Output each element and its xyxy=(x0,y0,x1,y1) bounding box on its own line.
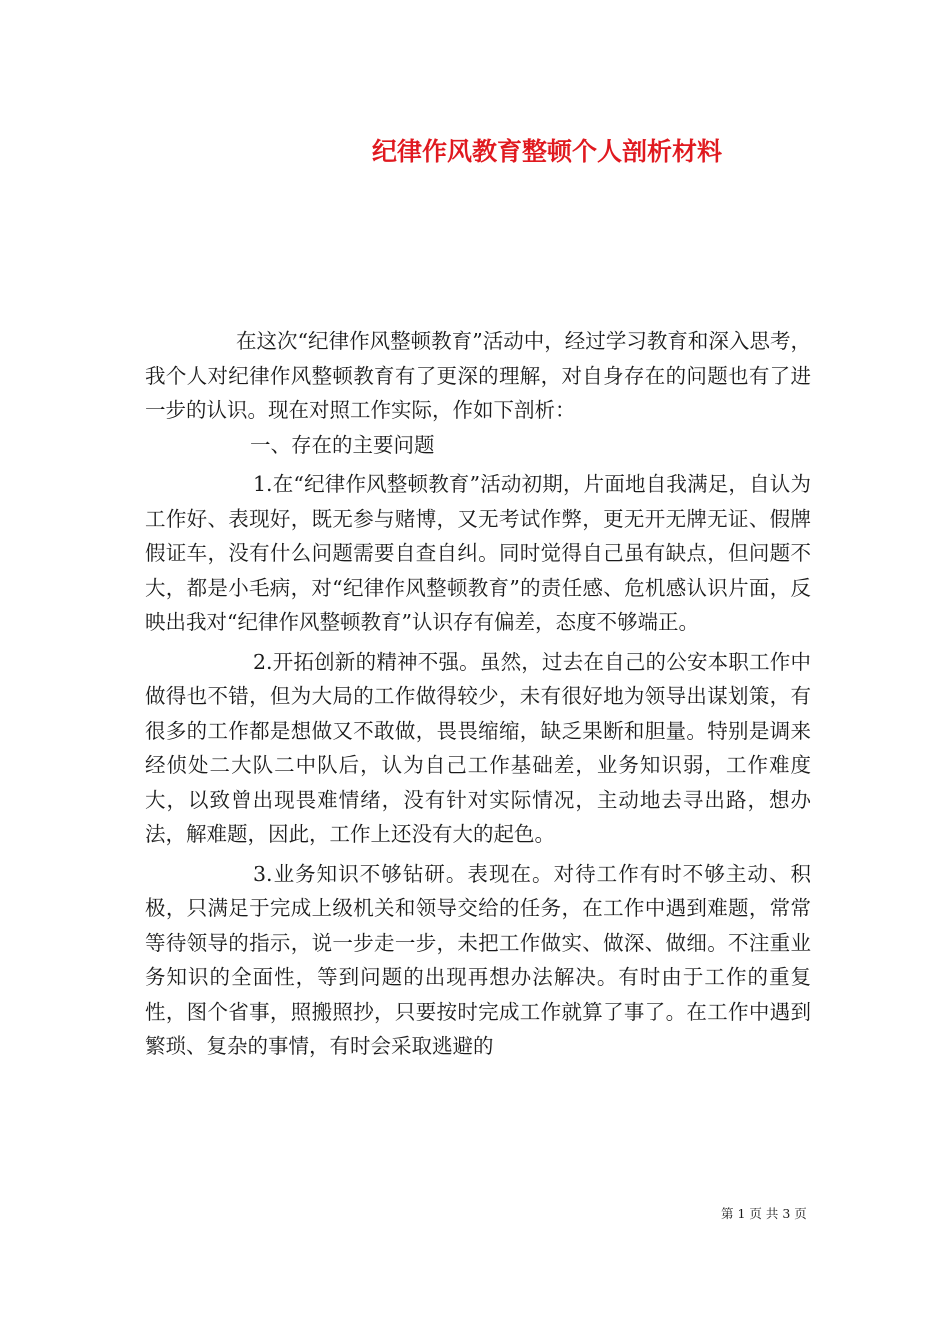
document-body xyxy=(145,324,811,1064)
paragraph-item-3: 3.业务知识不够钻研。表现在。对待工作有时不够主动、积极，只满足于完成上级机关和领导交给的任务，在工作中遇到难题，常常等待领导的指示，说一步走一步，未把工作做实、做深、做细。不注重业务知识的全面性，等到问题的出现再想办法解决。有时由于工作的重复性，图个省事，照搬照抄，只要按时完成工作就算了事了。在工作中遇到繁琐、复杂的事情，有时会采取逃避的 xyxy=(145,861,811,1058)
paragraph-item-2: 2.开拓创新的精神不强。虽然，过去在自己的公安本职工作中做得也不错，但为大局的工作做得较少，未有很好地为领导出谋划策，有很多的工作都是想做又不敢做，畏畏缩缩，缺乏果断和胆量。特别是调来经侦处二大队二中队后，认为自己工作基础差，业务知识弱，工作难度大，以致曾出现畏难情绪，没有针对实际情况，主动地去寻出路，想办法，解难题，因此，工作上还没有大的起色。 xyxy=(145,649,811,846)
section-heading-main-problems: 一、存在的主要问题 xyxy=(250,432,435,457)
paragraph-intro: 在这次“纪律作风整顿教育”活动中，经过学习教育和深入思考，我个人对纪律作风整顿教育有了更深的理解，对自身存在的问题也有了进一步的认识。现在对照工作实际，作如下剖析： xyxy=(145,329,811,422)
paragraph-item-1: 1.在“纪律作风整顿教育”活动初期，片面地自我满足，自认为工作好、表现好，既无参与赌博，又无考试作弊，更无开无牌无证、假牌假证车，没有什么问题需要自查自纠。同时觉得自己虽有缺点，但问题不大，都是小毛病，对“纪律作风整顿教育”的责任感、危机感认识片面，反映出我对“纪律作风整顿教育”认识存有偏差，态度不够端正。 xyxy=(145,472,811,634)
page-number-footer: 第 1 页 共 3 页 xyxy=(721,1206,807,1221)
document-title: 纪律作风教育整顿个人剖析材料 xyxy=(372,137,723,166)
